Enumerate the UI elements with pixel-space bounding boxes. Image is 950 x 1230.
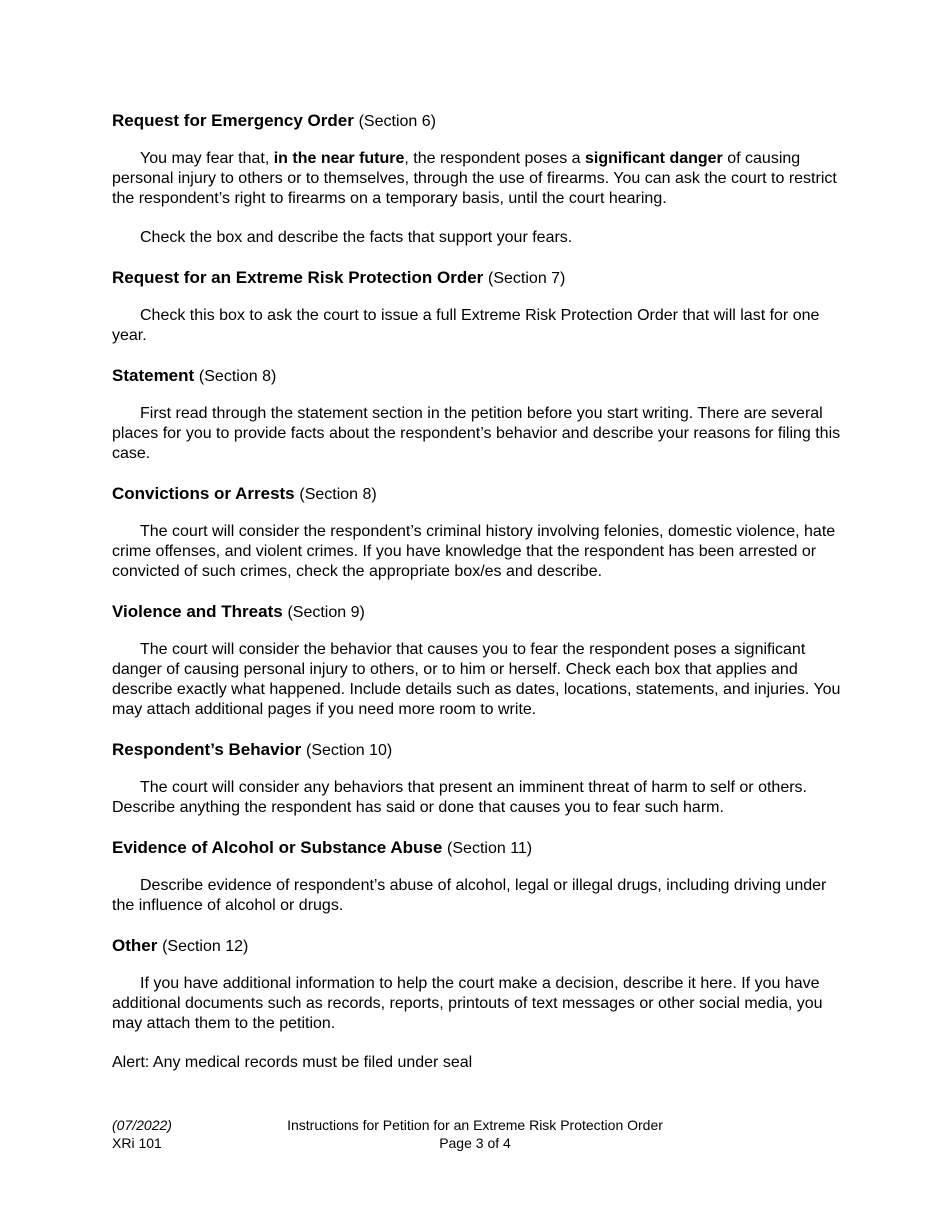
- convictions-paragraph: The court will consider the respondent’s criminal history involving felonies, domestic violence, hate crime offenses, and violent crimes. If you have knowledge that the respondent has been arrested or convicted of such crimes, check the appropriate box/es and describe.: [112, 523, 836, 580]
- heading-statement: [112, 365, 842, 388]
- heading-section-ref: (Section 8): [299, 486, 377, 503]
- footer-document-title: Instructions for Petition for an Extreme Risk Protection Order: [287, 1117, 663, 1133]
- heading-title: Request for an Extreme Risk Protection Order: [112, 268, 484, 287]
- statement-paragraph: First read through the statement section in the petition before you start writing. There are several places for you to provide facts about the respondent’s behavior and describe your reasons for filing this case.: [112, 405, 841, 462]
- medical-records-alert: Alert: Any medical records must be filed under seal: [112, 1054, 473, 1071]
- footer-form-id: XRi 101: [112, 1135, 162, 1151]
- heading-convictions: [112, 483, 842, 506]
- heading-title: Evidence of Alcohol or Substance Abuse: [112, 838, 443, 857]
- heading-section-ref: (Section 6): [358, 113, 436, 130]
- heading-title: Respondent’s Behavior: [112, 740, 302, 759]
- violence-threats-paragraph: The court will consider the behavior that causes you to fear the respondent poses a significant danger of causing personal injury to others, or to him or herself. Check each box that applies and describe exactly what happened. Include details such as dates, locations, statements, and injuries. You may attach additional pages if you need more room to write.: [112, 641, 841, 718]
- heading-title: Violence and Threats: [112, 602, 283, 621]
- heading-title: Other: [112, 936, 158, 955]
- heading-section-ref: (Section 11): [447, 840, 533, 857]
- bold-text-near-future: in the near future: [273, 150, 405, 167]
- footer-revision-date: (07/2022): [112, 1117, 172, 1133]
- heading-respondent-behavior: [112, 739, 842, 762]
- heading-title: Statement: [112, 366, 195, 385]
- heading-erpo: [112, 267, 842, 290]
- footer-title-block: [262, 1116, 688, 1152]
- heading-emergency-order: [112, 110, 842, 133]
- heading-section-ref: (Section 10): [305, 742, 393, 759]
- heading-section-ref: (Section 12): [162, 938, 249, 955]
- emergency-order-paragraph: [112, 149, 842, 209]
- page-footer: [112, 1116, 842, 1156]
- heading-other: [112, 935, 842, 958]
- heading-title: Request for Emergency Order: [112, 111, 354, 130]
- respondent-behavior-paragraph: The court will consider any behaviors that present an imminent threat of harm to self or others. Describe anything the respondent has said or done that causes you to fear such harm.: [112, 779, 807, 816]
- text-run: , the respondent poses a: [404, 150, 585, 167]
- page-content: [112, 110, 842, 1073]
- heading-violence-threats: [112, 601, 842, 624]
- heading-section-ref: (Section 7): [488, 270, 566, 287]
- erpo-paragraph: Check this box to ask the court to issue a full Extreme Risk Protection Order that will last for one year.: [112, 307, 820, 344]
- text-run: You may fear that,: [140, 150, 274, 167]
- footer-form-info: [112, 1116, 172, 1152]
- substance-abuse-paragraph: Describe evidence of respondent’s abuse of alcohol, legal or illegal drugs, including driving under the influence of alcohol or drugs.: [112, 877, 827, 914]
- bold-text-significant-danger: significant danger: [584, 150, 723, 167]
- text-run: of causing personal injury to others or to themselves, through the use of firearms. You can ask the court to restrict the respondent’s right to firearms on a temporary basis, until the court hearing.: [112, 150, 837, 207]
- heading-section-ref: (Section 9): [287, 604, 365, 621]
- other-paragraph: If you have additional information to help the court make a decision, describe it here. If you have additional documents such as records, reports, printouts of text messages or other social media, you may attach them to the petition.: [112, 975, 823, 1032]
- heading-section-ref: (Section 8): [198, 368, 277, 385]
- emergency-order-instruction: Check the box and describe the facts that support your fears.: [140, 229, 573, 246]
- heading-title: Convictions or Arrests: [112, 484, 295, 503]
- heading-substance-abuse: [112, 837, 842, 860]
- footer-page-number: Page 3 of 4: [439, 1135, 511, 1151]
